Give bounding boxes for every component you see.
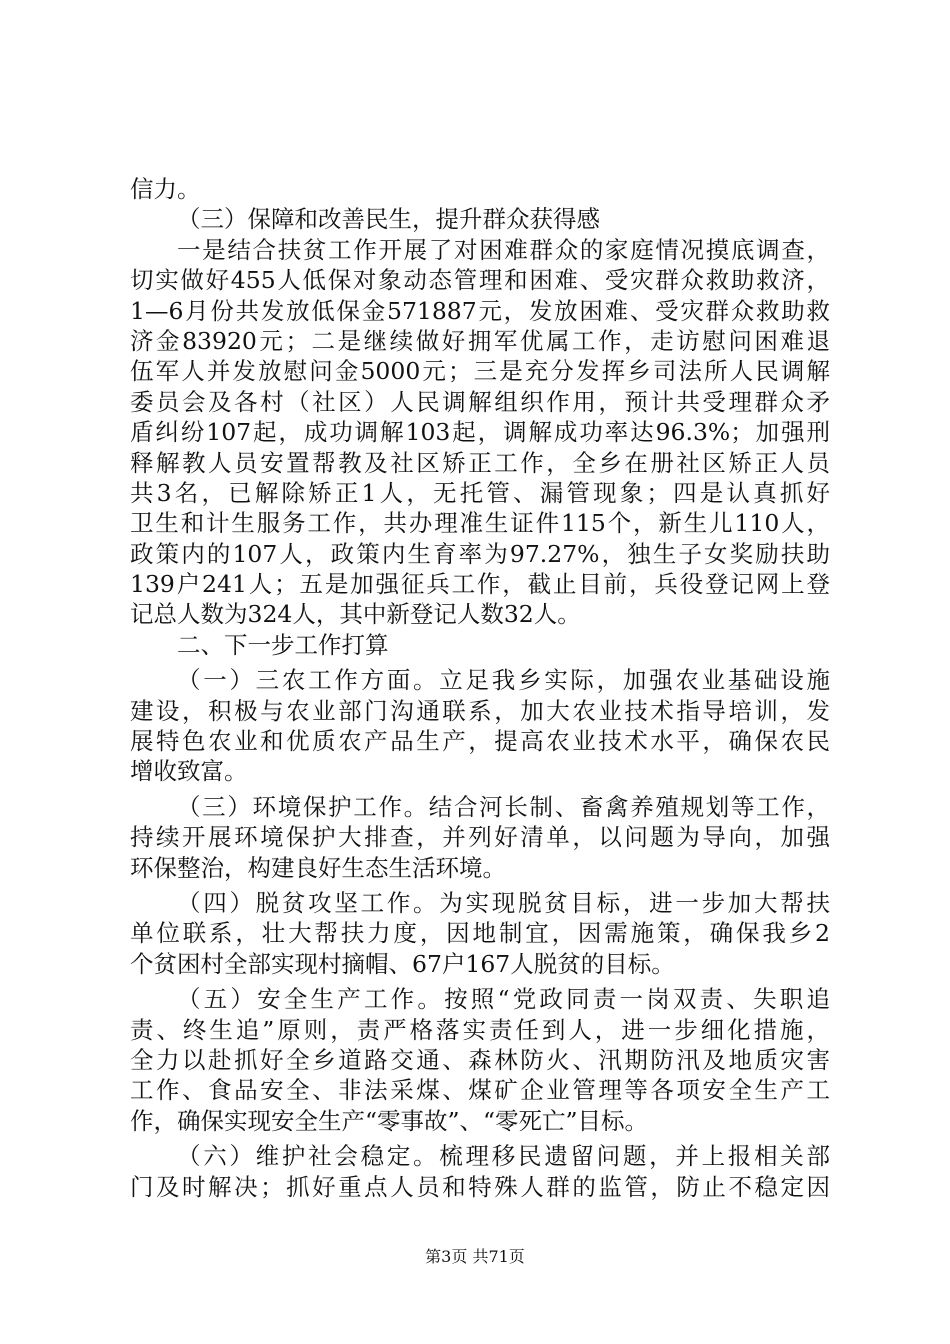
document-line: 一是结合扶贫工作开展了对困难群众的家庭情况摸底调查，	[177, 235, 830, 264]
document-line: 信力。	[130, 175, 201, 203]
document-body	[130, 174, 830, 1202]
document-line: 政策内的107人，政策内生育率为97.27%，独生子女奖励扶助	[130, 539, 830, 568]
document-line: （一）三农工作方面。立足我乡实际，加强农业基础设施	[177, 666, 830, 695]
document-line: 释解教人员安置帮教及社区矫正工作，全乡在册社区矫正人员	[130, 448, 830, 477]
document-line: 委员会及各村（社区）人民调解组织作用，预计共受理群众矛	[130, 387, 830, 416]
document-line: （三）保障和改善民生，提升群众获得感	[177, 205, 600, 234]
document-line: 全力以赴抓好全乡道路交通、森林防火、汛期防汛及地质灾害	[130, 1045, 830, 1074]
document-line: 建设，积极与农业部门沟通联系，加大农业技术指导培训，发	[130, 696, 830, 725]
document-line: 共3名，已解除矫正1人，无托管、漏管现象；四是认真抓好	[130, 478, 830, 507]
document-line: （四）脱贫攻坚工作。为实现脱贫目标，进一步加大帮扶	[177, 888, 830, 917]
page-number-label: 第3页 共71页	[425, 1247, 525, 1266]
document-line: （五）安全生产工作。按照“党政同责一岗双责、失职追	[177, 985, 830, 1014]
document-line: 单位联系，壮大帮扶力度，因地制宜，因需施策，确保我乡2	[130, 919, 830, 948]
document-line: 切实做好455人低保对象动态管理和困难、受灾群众救助救济，	[130, 266, 830, 295]
document-line: 记总人数为324人，其中新登记人数32人。	[130, 600, 581, 629]
document-line: （六）维护社会稳定。梳理移民遗留问题，并上报相关部	[177, 1142, 830, 1171]
document-line: 责、终生追”原则，责严格落实责任到人，进一步细化措施，	[130, 1015, 830, 1044]
document-line: 二、下一步工作打算	[177, 630, 389, 659]
document-line: 工作、食品安全、非法采煤、煤矿企业管理等各项安全生产工	[130, 1076, 830, 1105]
document-line: 1—6月份共发放低保金571887元，发放困难、受灾群众救助救	[130, 296, 830, 325]
document-line: 伍军人并发放慰问金5000元；三是充分发挥乡司法所人民调解	[130, 357, 830, 386]
document-line: 济金83920元；二是继续做好拥军优属工作，走访慰问困难退	[130, 326, 830, 355]
document-line: 增收致富。	[130, 757, 248, 786]
document-line: 展特色农业和优质农产品生产，提高农业技术水平，确保农民	[130, 727, 830, 756]
document-line: 个贫困村全部实现村摘帽、67户167人脱贫的目标。	[130, 949, 675, 978]
document-line: 作，确保实现安全生产“零事故”、“零死亡”目标。	[130, 1106, 649, 1135]
document-line: 盾纠纷107起，成功调解103起，调解成功率达96.3%；加强刑	[130, 418, 830, 447]
document-line: 139户241人；五是加强征兵工作，截止目前，兵役登记网上登	[130, 570, 830, 599]
document-line: 环保整治，构建良好生态生活环境。	[130, 853, 506, 882]
document-line: 门及时解决；抓好重点人员和特殊人群的监管，防止不稳定因	[130, 1172, 830, 1201]
page-footer	[0, 1244, 950, 1267]
document-line: 卫生和计生服务工作，共办理准生证件115个，新生儿110人，	[130, 509, 830, 538]
document-line: （三）环境保护工作。结合河长制、畜禽养殖规划等工作，	[177, 792, 830, 821]
document-line: 持续开展环境保护大排查，并列好清单，以问题为导向，加强	[130, 823, 830, 852]
